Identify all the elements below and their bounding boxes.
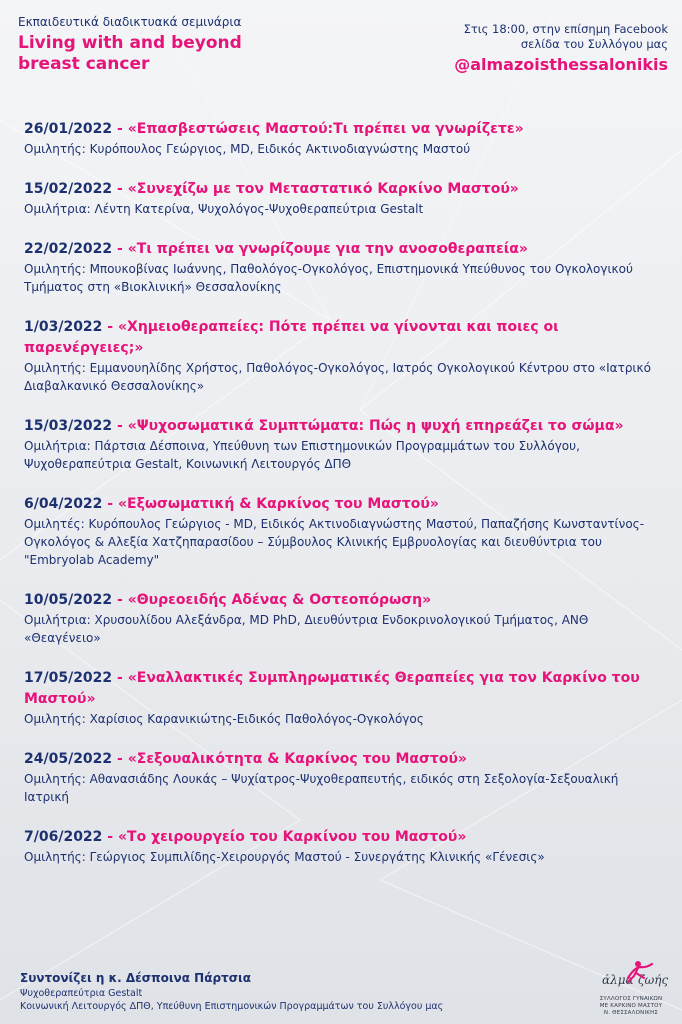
event-item	[24, 416, 664, 473]
logo-text-line-3: Ν. ΘΕΣΣΑΛΟΝΙΚΗΣ	[603, 1010, 659, 1016]
coordinator-role-1: Ψυχοθεραπεύτρια Gestalt	[20, 988, 143, 999]
event-item	[24, 749, 664, 806]
event-speaker: Ομιλήτρια: Λέντη Κατερίνα, Ψυχολόγος-Ψυχοθεραπεύτρια Gestalt	[24, 202, 424, 216]
broadcast-info-line-2: σελίδα του Συλλόγου μας	[520, 37, 668, 51]
event-title: «Εναλλακτικές Συμπληρωματικές Θεραπείες για τον Καρκίνο του Μαστού»	[24, 670, 640, 707]
event-item	[24, 179, 664, 218]
coordinator-name: Συντονίζει η κ. Δέσποινα Πάρτσια	[20, 971, 251, 985]
event-heading	[24, 749, 664, 770]
event-speaker: Ομιλητής: Κυρόπουλος Γεώργιος, MD, Ειδικός Ακτινοδιαγνώστης Μαστού	[24, 142, 471, 156]
event-speaker: Ομιλήτρια: Χρυσουλίδου Αλεξάνδρα, MD PhD, Διευθύντρια Ενδοκρινολογικού Τμήματος, ΑΝΘ «Θεαγένειο»	[24, 613, 589, 645]
event-separator: -	[117, 181, 123, 197]
broadcast-info-line-1: Στις 18:00, στην επίσημη Facebook	[463, 22, 668, 36]
event-title: «Επασβεστώσεις Μαστού:Τι πρέπει να γνωρίζετε»	[127, 121, 524, 137]
event-separator: -	[117, 241, 123, 257]
event-item	[24, 827, 664, 866]
facebook-handle[interactable]: @almazoisthessalonikis	[454, 55, 668, 74]
event-speaker: Ομιλητής: Γεώργιος Συμπιλίδης-Χειρουργός Μαστού - Συνεργάτης Κλινικής «Γένεσις»	[24, 850, 545, 864]
event-separator: -	[117, 670, 123, 686]
event-date: 6/04/2022	[24, 496, 103, 512]
event-title: «Χημειοθεραπείες: Πότε πρέπει να γίνονται και ποιες οι παρενέργειες;»	[24, 319, 559, 356]
organization-logo	[588, 958, 674, 1018]
event-date: 26/01/2022	[24, 121, 113, 137]
event-heading	[24, 494, 664, 515]
event-speaker: Ομιλητής: Μπουκοβίνας Ιωάννης, Παθολόγος-Ογκολόγος, Επιστημονικά Υπεύθυνος του Ογκολογικού Τμήματος στη «Βιοκλινική» Θεσσαλονίκης	[24, 262, 633, 294]
logo-text-line-2: ΜΕ ΚΑΡΚΙΝΟ ΜΑΣΤΟΥ	[599, 1003, 663, 1009]
event-heading	[24, 119, 664, 140]
event-date: 24/05/2022	[24, 751, 113, 767]
header-left	[18, 14, 378, 75]
event-speaker: Ομιλήτρια: Πάρτσια Δέσποινα, Υπεύθυνη των Επιστημονικών Προγραμμάτων του Συλλόγου, Ψυχοθεραπεύτρια Gestalt, Κοινωνική Λειτουργός ΔΠΘ	[24, 439, 580, 471]
event-item	[24, 239, 664, 296]
event-date: 15/02/2022	[24, 181, 113, 197]
event-item	[24, 119, 664, 158]
logo-text-line-1: ΣΥΛΛΟΓΟΣ ΓΥΝΑΙΚΩΝ	[599, 996, 663, 1002]
event-heading	[24, 416, 664, 437]
event-title: «Συνεχίζω με τον Μεταστατικό Καρκίνο Μαστού»	[127, 181, 519, 197]
event-title: «Θυρεοειδής Αδένας & Οστεοπόρωση»	[127, 592, 432, 608]
event-heading	[24, 317, 664, 359]
event-heading	[24, 827, 664, 848]
event-item	[24, 317, 664, 395]
event-title: «Σεξουαλικότητα & Καρκίνος του Μαστού»	[127, 751, 467, 767]
event-heading	[24, 590, 664, 611]
logo-word-left: άλμα	[602, 973, 634, 987]
logo-word-right: ζωής	[638, 973, 669, 987]
event-speaker: Ομιλητής: Εμμανουηλίδης Χρήστος, Παθολόγος-Ογκολόγος, Ιατρός Ογκολογικού Κέντρου στο «Ιατρικό Διαβαλκανικό Θεσσαλονίκης»	[24, 361, 651, 393]
event-speaker: Ομιλητής: Αθανασιάδης Λουκάς – Ψυχίατρος-Ψυχοθεραπευτής, ειδικός στη Σεξολογία-Σεξουαλική Ιατρική	[24, 772, 619, 804]
event-list	[24, 119, 664, 887]
event-title: «Ψυχοσωματικά Συμπτώματα: Πώς η ψυχή επηρεάζει το σώμα»	[127, 418, 624, 434]
event-separator: -	[117, 121, 123, 137]
event-item	[24, 590, 664, 647]
coordinator-role-2: Κοινωνική Λειτουργός ΔΠΘ, Υπεύθυνη Επιστημονικών Προγραμμάτων του Συλλόγου μας	[20, 1001, 444, 1012]
coordinator-block	[20, 970, 580, 1013]
seminar-title-line-1: Living with and beyond	[18, 33, 242, 53]
event-separator: -	[107, 319, 114, 335]
event-heading	[24, 239, 664, 260]
event-date: 17/05/2022	[24, 670, 113, 686]
event-heading	[24, 179, 664, 200]
event-date: 15/03/2022	[24, 418, 113, 434]
event-item	[24, 494, 664, 569]
event-date: 10/05/2022	[24, 592, 113, 608]
event-separator: -	[107, 496, 114, 512]
event-separator: -	[117, 751, 123, 767]
event-date: 1/03/2022	[24, 319, 103, 335]
event-title: «Τι πρέπει να γνωρίζουμε για την ανοσοθεραπεία»	[127, 241, 528, 257]
event-separator: -	[107, 829, 114, 845]
event-speaker: Ομιλητής: Χαρίσιος Καρανικιώτης-Ειδικός Παθολόγος-Ογκολόγος	[24, 712, 424, 726]
event-separator: -	[117, 592, 123, 608]
header-right	[358, 22, 668, 76]
event-title: «Εξωσωματική & Καρκίνος του Μαστού»	[117, 496, 439, 512]
event-date: 7/06/2022	[24, 829, 103, 845]
event-date: 22/02/2022	[24, 241, 113, 257]
event-title: «Το χειρουργείο του Καρκίνου του Μαστού»	[117, 829, 467, 845]
seminar-subtitle: Εκπαιδευτικά διαδικτυακά σεμινάρια	[18, 15, 242, 29]
seminar-title-line-2: breast cancer	[18, 54, 150, 74]
event-item	[24, 668, 664, 728]
logo-mark	[588, 958, 674, 994]
event-separator: -	[117, 418, 123, 434]
event-heading	[24, 668, 664, 710]
event-speaker: Ομιλητές: Κυρόπουλος Γεώργιος - MD, Ειδικός Ακτινοδιαγνώστης Μαστού, Παπαζήσης Κωνσταντίνος- Ογκολόγος & Αλεξία Χατζηπαρασίδου – Σύμβουλος Κλινικής Εμβρυολογίας και διευθύντρια του "Embryolab Academy"	[24, 517, 645, 567]
